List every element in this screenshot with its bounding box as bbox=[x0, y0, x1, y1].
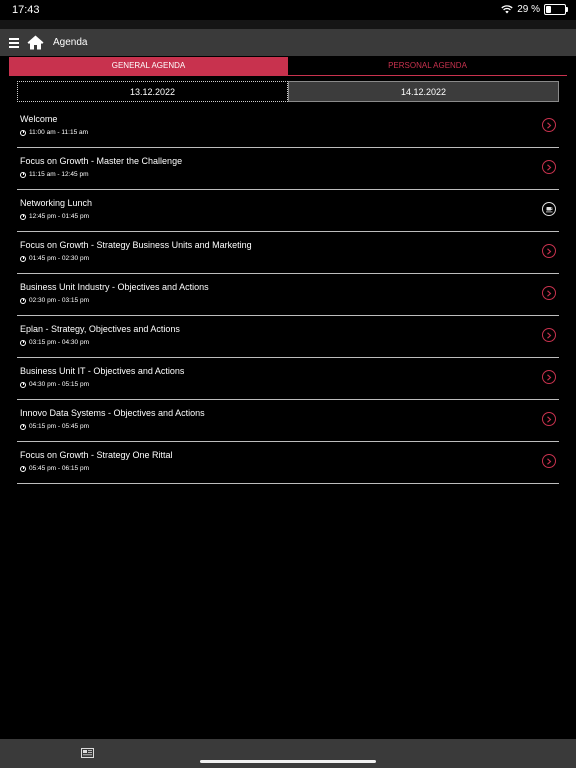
agenda-item-time bbox=[20, 381, 89, 388]
agenda-item-title: Networking Lunch bbox=[20, 198, 93, 208]
agenda-tabs bbox=[9, 57, 567, 75]
chevron-right-circle-icon[interactable] bbox=[542, 454, 556, 468]
chevron-right-circle-icon[interactable] bbox=[542, 244, 556, 258]
agenda-item-time-text: 05:45 pm - 06:15 pm bbox=[29, 465, 89, 472]
chevron-right-circle-icon[interactable] bbox=[542, 328, 556, 342]
status-bar bbox=[0, 0, 576, 20]
clock-icon bbox=[20, 298, 26, 304]
date-tab-14-12-2022[interactable]: 14.12.2022 bbox=[288, 81, 559, 102]
agenda-item[interactable] bbox=[17, 190, 559, 232]
agenda-item[interactable] bbox=[17, 316, 559, 358]
agenda-item-title: Business Unit Industry - Objectives and Actions bbox=[20, 282, 209, 292]
chevron-right-circle-icon[interactable] bbox=[542, 370, 556, 384]
clock-icon bbox=[20, 466, 26, 472]
agenda-item-title: Focus on Growth - Master the Challenge bbox=[20, 156, 183, 166]
status-right bbox=[501, 4, 566, 15]
agenda-item[interactable] bbox=[17, 106, 559, 148]
agenda-item[interactable] bbox=[17, 400, 559, 442]
tab-general-agenda[interactable]: GENERAL AGENDA bbox=[9, 57, 288, 75]
tab-underline bbox=[9, 75, 567, 76]
wifi-icon bbox=[501, 5, 513, 14]
clock-icon bbox=[20, 130, 26, 136]
agenda-item-title: Innovo Data Systems - Objectives and Actions bbox=[20, 408, 205, 418]
agenda-item-time bbox=[20, 339, 89, 346]
agenda-item[interactable] bbox=[17, 148, 559, 190]
agenda-item-time bbox=[20, 171, 89, 178]
agenda-item-time-text: 04:30 pm - 05:15 pm bbox=[29, 381, 89, 388]
hamburger-icon[interactable] bbox=[9, 38, 19, 48]
agenda-item-time-text: 02:30 pm - 03:15 pm bbox=[29, 297, 89, 304]
battery-icon bbox=[544, 4, 566, 15]
battery-percent: 29 % bbox=[517, 4, 540, 15]
clock-icon bbox=[20, 256, 26, 262]
agenda-item-title: Business Unit IT - Objectives and Actions bbox=[20, 366, 185, 376]
date-tab-13-12-2022[interactable]: 13.12.2022 bbox=[17, 81, 288, 102]
agenda-item-title: Eplan - Strategy, Objectives and Actions bbox=[20, 324, 180, 334]
clock-icon bbox=[20, 172, 26, 178]
date-selector bbox=[17, 81, 559, 102]
clock-icon bbox=[20, 382, 26, 388]
agenda-item-time-text: 11:15 am - 12:45 pm bbox=[29, 171, 89, 178]
status-time: 17:43 bbox=[12, 4, 40, 16]
agenda-item-time-text: 11:00 am - 11:15 am bbox=[29, 129, 89, 136]
agenda-item[interactable] bbox=[17, 358, 559, 400]
agenda-item-time-text: 03:15 pm - 04:30 pm bbox=[29, 339, 89, 346]
clock-icon bbox=[20, 214, 26, 220]
agenda-item-time bbox=[20, 129, 88, 136]
bottom-toolbar bbox=[0, 739, 576, 768]
agenda-item[interactable] bbox=[17, 274, 559, 316]
clock-icon bbox=[20, 424, 26, 430]
agenda-item[interactable] bbox=[17, 232, 559, 274]
agenda-item-title: Focus on Growth - Strategy One Rittal bbox=[20, 450, 173, 460]
agenda-item-time bbox=[20, 255, 89, 262]
home-indicator[interactable] bbox=[200, 760, 376, 763]
agenda-item-time bbox=[20, 213, 89, 220]
chevron-right-circle-icon[interactable] bbox=[542, 118, 556, 132]
agenda-item-title: Welcome bbox=[20, 114, 58, 124]
agenda-item[interactable] bbox=[17, 442, 559, 484]
app-header bbox=[0, 29, 576, 56]
agenda-item-time bbox=[20, 465, 89, 472]
tab-personal-agenda[interactable]: PERSONAL AGENDA bbox=[288, 57, 567, 75]
agenda-item-time-text: 05:15 pm - 05:45 pm bbox=[29, 423, 89, 430]
page-title: Agenda bbox=[53, 37, 88, 48]
agenda-item-time-text: 01:45 pm - 02:30 pm bbox=[29, 255, 89, 262]
coffee-icon[interactable] bbox=[542, 202, 556, 216]
header-separator bbox=[0, 20, 576, 29]
agenda-list bbox=[17, 106, 559, 484]
clock-icon bbox=[20, 340, 26, 346]
news-icon[interactable] bbox=[81, 748, 94, 758]
agenda-item-title: Focus on Growth - Strategy Business Units and Marketing bbox=[20, 240, 252, 250]
chevron-right-circle-icon[interactable] bbox=[542, 160, 556, 174]
agenda-item-time bbox=[20, 297, 89, 304]
chevron-right-circle-icon[interactable] bbox=[542, 412, 556, 426]
agenda-item-time-text: 12:45 pm - 01:45 pm bbox=[29, 213, 89, 220]
agenda-item-time bbox=[20, 423, 89, 430]
chevron-right-circle-icon[interactable] bbox=[542, 286, 556, 300]
home-icon[interactable] bbox=[27, 35, 44, 50]
